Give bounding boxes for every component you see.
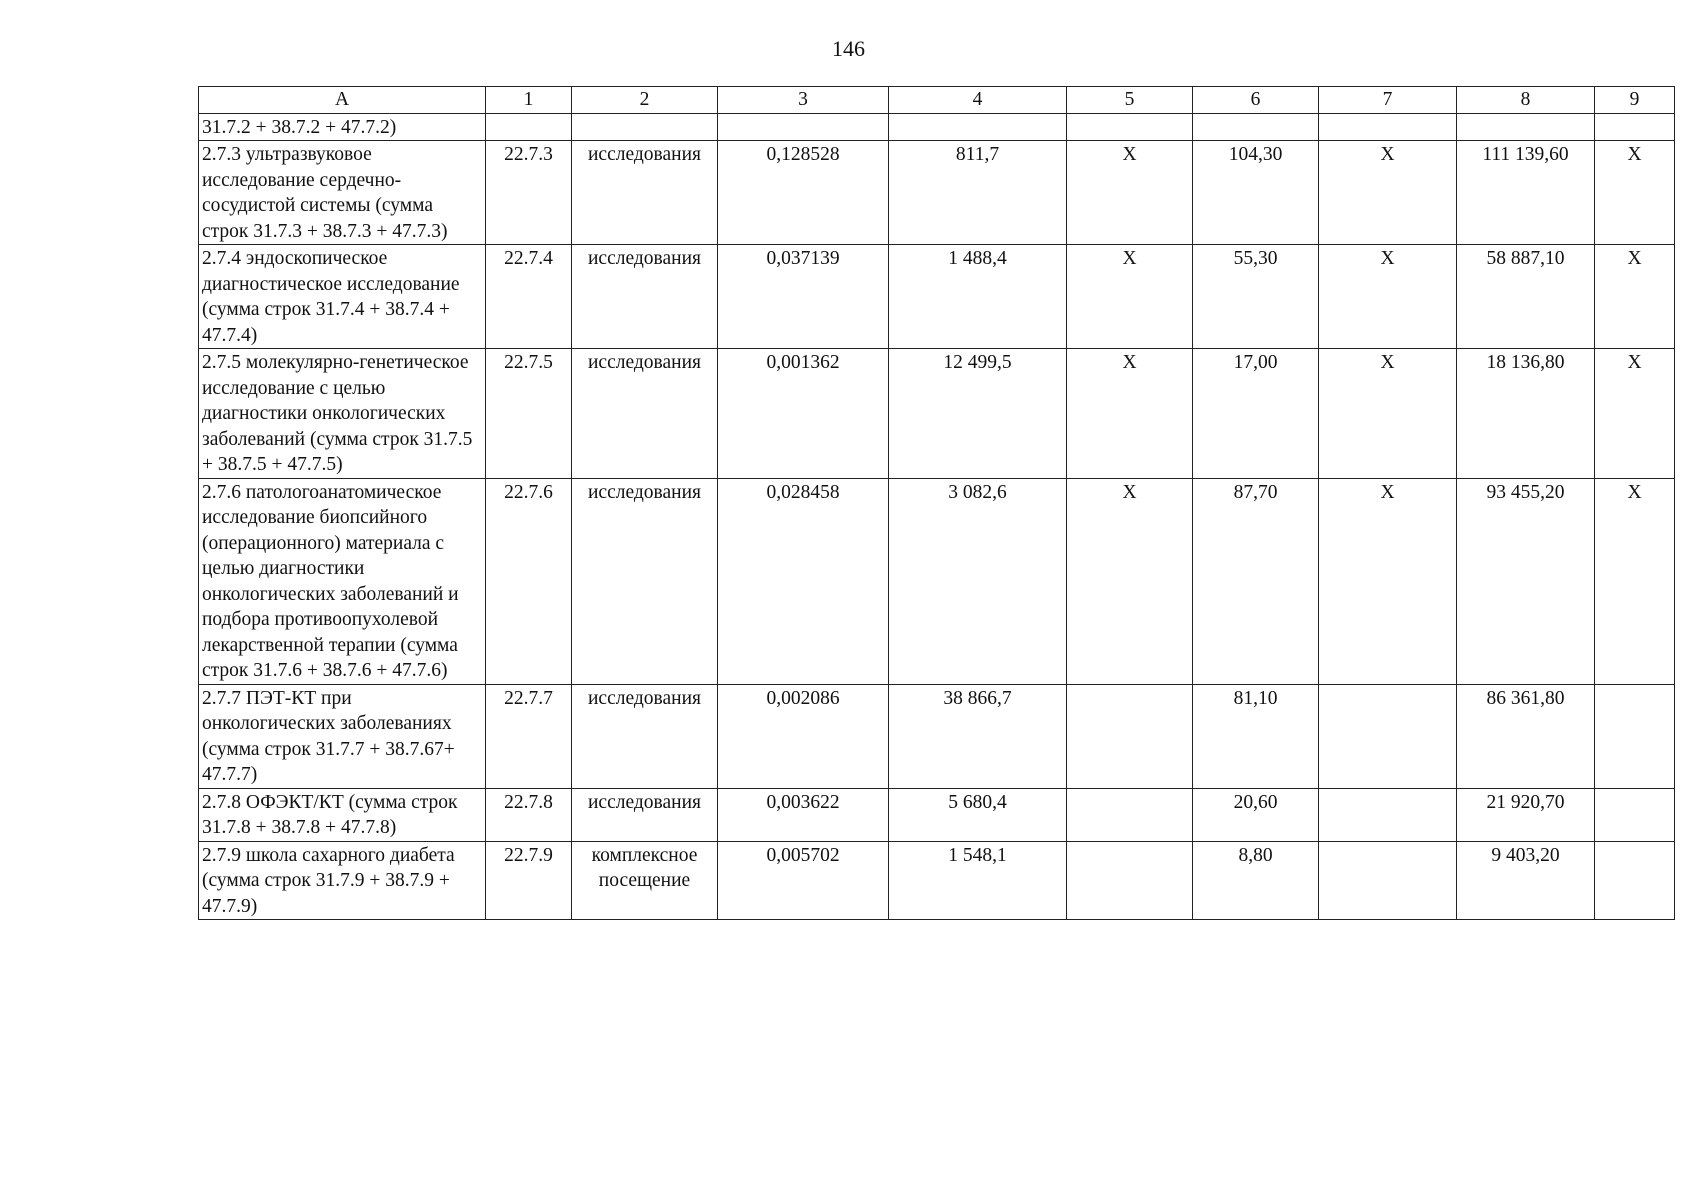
table-cell: 0,005702 (718, 841, 889, 920)
table-cell (1595, 113, 1675, 141)
table-cell (1067, 788, 1193, 841)
table-row (199, 841, 1675, 920)
table-cell: 104,30 (1193, 141, 1319, 245)
table-cell: 111 139,60 (1457, 141, 1595, 245)
row-name-cell: 2.7.7 ПЭТ-КТ при онкологических заболеваниях (сумма строк 31.7.7 + 38.7.67+ 47.7.7) (199, 684, 486, 788)
table-cell (718, 113, 889, 141)
table-cell (486, 113, 572, 141)
table-cell: 93 455,20 (1457, 478, 1595, 684)
table-cell: 3 082,6 (889, 478, 1067, 684)
table-cell: X (1595, 141, 1675, 245)
table-cell: 811,7 (889, 141, 1067, 245)
table-cell (572, 113, 718, 141)
table-cell: исследования (572, 141, 718, 245)
table-cell: X (1319, 141, 1457, 245)
table-cell: 9 403,20 (1457, 841, 1595, 920)
table-cell: исследования (572, 478, 718, 684)
table-cell: X (1595, 245, 1675, 349)
header-cell: 4 (889, 87, 1067, 114)
table-cell: 1 548,1 (889, 841, 1067, 920)
continuation-row (199, 113, 1675, 141)
table-row (199, 349, 1675, 479)
table-cell: 58 887,10 (1457, 245, 1595, 349)
table-cell: 18 136,80 (1457, 349, 1595, 479)
row-name-cell: 2.7.5 молекулярно-генетическое исследование с целью диагностики онкологических заболеваний (сумма строк 31.7.5 + 38.7.5 + 47.7.5) (199, 349, 486, 479)
table-row (199, 141, 1675, 245)
header-cell: 5 (1067, 87, 1193, 114)
table-cell: 55,30 (1193, 245, 1319, 349)
table-cell: 0,001362 (718, 349, 889, 479)
table-cell: 81,10 (1193, 684, 1319, 788)
header-cell: 7 (1319, 87, 1457, 114)
table-cell: 8,80 (1193, 841, 1319, 920)
table-cell: X (1319, 349, 1457, 479)
table-cell: 0,128528 (718, 141, 889, 245)
table-cell: комплексное посещение (572, 841, 718, 920)
table-cell: X (1067, 245, 1193, 349)
page-number: 146 (832, 36, 865, 61)
table-cell: 17,00 (1193, 349, 1319, 479)
row-name-cell: 2.7.4 эндоскопическое диагностическое исследование (сумма строк 31.7.4 + 38.7.4 + 47.7.4) (199, 245, 486, 349)
header-cell: А (199, 87, 486, 114)
table-cell (1067, 684, 1193, 788)
table-cell: 38 866,7 (889, 684, 1067, 788)
table-cell: 0,003622 (718, 788, 889, 841)
table-cell: X (1067, 349, 1193, 479)
table-row (199, 684, 1675, 788)
table-cell: 86 361,80 (1457, 684, 1595, 788)
header-cell: 2 (572, 87, 718, 114)
table-container (198, 86, 1674, 920)
table-cell (1595, 788, 1675, 841)
table-cell (1067, 113, 1193, 141)
table-cell: X (1067, 141, 1193, 245)
table-cell: 5 680,4 (889, 788, 1067, 841)
table-cell: 22.7.5 (486, 349, 572, 479)
table-cell (1319, 788, 1457, 841)
row-name-cell: 2.7.9 школа сахарного диабета (сумма строк 31.7.9 + 38.7.9 + 47.7.9) (199, 841, 486, 920)
header-cell: 3 (718, 87, 889, 114)
table-cell (1067, 841, 1193, 920)
table-cell: 0,037139 (718, 245, 889, 349)
row-name-cell: 2.7.3 ультразвуковое исследование сердечно-сосудистой системы (сумма строк 31.7.3 + 38.7.3 + 47.7.3) (199, 141, 486, 245)
table-cell: 22.7.8 (486, 788, 572, 841)
table-row (199, 245, 1675, 349)
table-cell (1319, 684, 1457, 788)
table-cell (1319, 113, 1457, 141)
table-cell: 0,002086 (718, 684, 889, 788)
table-cell: X (1319, 478, 1457, 684)
table-cell: исследования (572, 788, 718, 841)
row-name-cell: 2.7.8 ОФЭКТ/КТ (сумма строк 31.7.8 + 38.7.8 + 47.7.8) (199, 788, 486, 841)
header-cell: 8 (1457, 87, 1595, 114)
continuation-text: 31.7.2 + 38.7.2 + 47.7.2) (199, 113, 486, 141)
table-cell: X (1319, 245, 1457, 349)
table-cell (1457, 113, 1595, 141)
table-cell: 22.7.3 (486, 141, 572, 245)
table-cell: 12 499,5 (889, 349, 1067, 479)
table-cell (1595, 841, 1675, 920)
table-cell: X (1067, 478, 1193, 684)
table-cell: 0,028458 (718, 478, 889, 684)
table-cell: 20,60 (1193, 788, 1319, 841)
table-cell (1319, 841, 1457, 920)
table-cell (1595, 684, 1675, 788)
table-cell: 1 488,4 (889, 245, 1067, 349)
table-row (199, 788, 1675, 841)
table-body (199, 113, 1675, 920)
table-cell: 22.7.4 (486, 245, 572, 349)
table-cell: исследования (572, 684, 718, 788)
table-cell: исследования (572, 245, 718, 349)
table-cell: 22.7.6 (486, 478, 572, 684)
row-name-cell: 2.7.6 патологоанатомическое исследование биопсийного (операционного) материала с целью диагностики онкологических заболеваний и подбора противоопухолевой лекарственной терапии (сумма строк 31.7.6 + 38.7.6 + 47.7.6) (199, 478, 486, 684)
table-cell: X (1595, 349, 1675, 479)
header-cell: 9 (1595, 87, 1675, 114)
table-cell (1193, 113, 1319, 141)
table-cell: 87,70 (1193, 478, 1319, 684)
table-cell: исследования (572, 349, 718, 479)
norms-table (198, 86, 1675, 920)
table-cell: 21 920,70 (1457, 788, 1595, 841)
table-cell: X (1595, 478, 1675, 684)
table-header-row (199, 87, 1675, 114)
table-cell: 22.7.7 (486, 684, 572, 788)
table-cell (889, 113, 1067, 141)
header-cell: 6 (1193, 87, 1319, 114)
header-cell: 1 (486, 87, 572, 114)
table-cell: 22.7.9 (486, 841, 572, 920)
table-row (199, 478, 1675, 684)
